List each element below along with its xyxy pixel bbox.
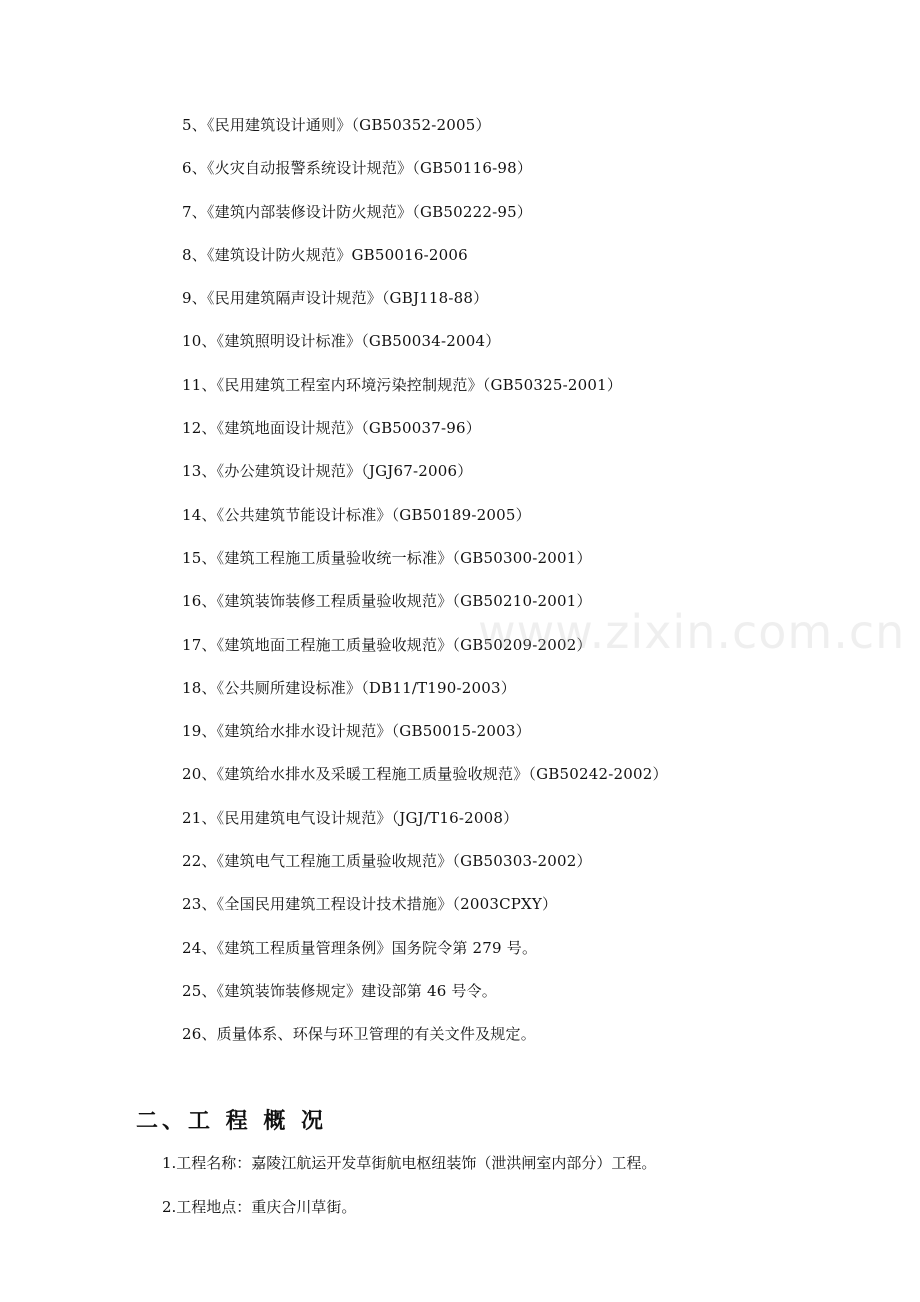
reference-item: 13、《办公建筑设计规范》（JGJ67-2006） [182,462,473,481]
reference-item: 6、《火灾自动报警系统设计规范》（GB50116-98） [182,159,533,178]
reference-item: 5、《民用建筑设计通则》（GB50352-2005） [182,116,491,134]
reference-list [182,114,668,1067]
reference-item: 25、《建筑装饰装修规定》建设部第 46 号令。 [182,981,498,1000]
reference-item: 9、《民用建筑隔声设计规范》（GBJ118-88） [182,289,489,308]
reference-item: 26、质量体系、环保与环卫管理的有关文件及规定。 [182,1025,536,1044]
reference-item: 20、《建筑给水排水及采暖工程施工质量验收规范》（GB50242-2002） [182,765,668,784]
project-info-list [162,1152,656,1239]
section-heading: 二、工 程 概 况 [136,1109,327,1134]
reference-item: 24、《建筑工程质量管理条例》国务院令第 279 号。 [182,938,538,957]
reference-item: 8、《建筑设计防火规范》GB50016-2006 [182,245,468,264]
watermark: www.zixin.com.cn [478,605,906,659]
reference-item: 16、《建筑装饰装修工程质量验收规范》（GB50210-2001） [182,592,592,611]
reference-item: 15、《建筑工程施工质量验收统一标准》（GB50300-2001） [182,548,592,567]
reference-item: 23、《全国民用建筑工程设计技术措施》（2003CPXY） [182,895,558,914]
reference-item: 14、《公共建筑节能设计标准》（GB50189-2005） [182,505,531,524]
reference-item: 7、《建筑内部装修设计防火规范》（GB50222-95） [182,202,533,221]
reference-item: 12、《建筑地面设计规范》（GB50037-96） [182,419,481,438]
reference-item: 21、《民用建筑电气设计规范》（JGJ/T16-2008） [182,808,519,827]
project-location-item: 2.工程地点：重庆合川草街。 [162,1197,357,1216]
reference-item: 17、《建筑地面工程施工质量验收规范》（GB50209-2002） [182,635,592,654]
reference-item: 19、《建筑给水排水设计规范》（GB50015-2003） [182,722,531,741]
reference-item: 11、《民用建筑工程室内环境污染控制规范》（GB50325-2001） [182,375,623,394]
project-name-item: 1.工程名称：嘉陵江航运开发草街航电枢纽装饰（泄洪闸室内部分）工程。 [162,1154,657,1172]
reference-item: 22、《建筑电气工程施工质量验收规范》（GB50303-2002） [182,852,592,871]
reference-item: 18、《公共厕所建设标准》（DB11/T190-2003） [182,678,516,697]
reference-item: 10、《建筑照明设计标准》（GB50034-2004） [182,332,501,351]
